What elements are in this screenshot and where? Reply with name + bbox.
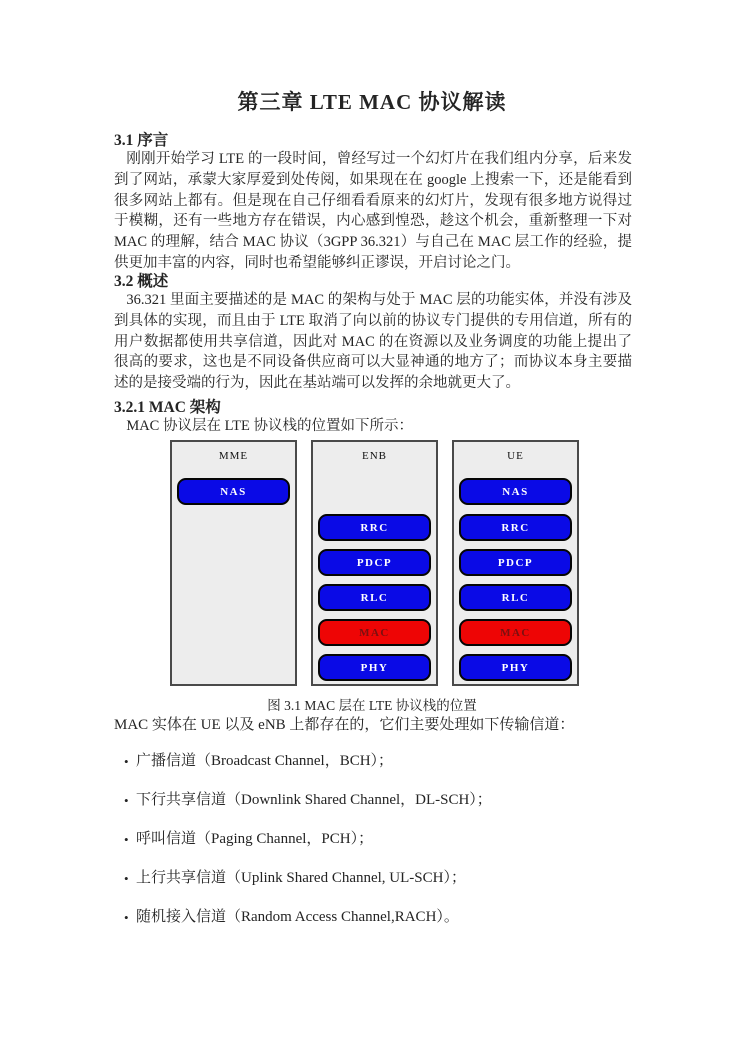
list-item (114, 868, 632, 889)
list-item-text: 随机接入信道（Random Access Channel,RACH）。 (136, 909, 459, 925)
ue-panel (452, 440, 579, 686)
mme-nas-box: NAS (177, 478, 290, 505)
section-heading-3-1: 3.1 序言 (114, 132, 169, 149)
ue-rrc-box: RRC (459, 514, 572, 541)
mme-panel (170, 440, 297, 686)
enb-mac-box: MAC (318, 619, 431, 646)
enb-panel (311, 440, 438, 686)
bullet-icon: • (124, 793, 129, 808)
ue-pdcp-box: PDCP (459, 549, 572, 576)
transport-channel-list (114, 751, 632, 946)
page-title: 第三章 LTE MAC 协议解读 (237, 90, 507, 114)
figure-lead-in-text: MAC 协议层在 LTE 协议栈的位置如下所示： (126, 418, 413, 434)
list-item (114, 790, 632, 811)
list-item (114, 829, 632, 850)
ue-rlc-box: RLC (459, 584, 572, 611)
ue-phy-box: PHY (459, 654, 572, 681)
ue-nas-box: NAS (459, 478, 572, 505)
enb-pdcp-box: PDCP (318, 549, 431, 576)
enb-rrc-box: RRC (318, 514, 431, 541)
enb-rlc-box: RLC (318, 584, 431, 611)
paragraph-3-2: 36.321 里面主要描述的是 MAC 的架构与处于 MAC 层的功能实体，并没有涉及到具体的实现，而且由于 LTE 取消了向以前的协议专门提供的专用信道，所有的用户数据都使用共享信道，因此对 MAC 的在资源以及业务调度的功能上提出了很高的要求，这也是不同设备供应商可以大显神通的地方了；而协议本身主要描述的是接受端的行为，因此在基站端可以发挥的余地就更大了。 (114, 292, 632, 392)
list-item (114, 751, 632, 772)
section-heading-3-2-1: 3.2.1 MAC 架构 (114, 399, 221, 416)
bullet-icon: • (124, 754, 129, 769)
bullet-icon: • (124, 910, 129, 925)
enb-panel-title: ENB (362, 450, 387, 462)
ue-mac-box: MAC (459, 619, 572, 646)
bullet-icon: • (124, 832, 129, 847)
mme-panel-title: MME (218, 450, 249, 462)
list-item (114, 907, 632, 928)
bullet-icon: • (124, 871, 129, 886)
section-heading-3-2: 3.2 概述 (114, 273, 169, 290)
enb-phy-box: PHY (318, 654, 431, 681)
figure-caption: 图 3.1 MAC 层在 LTE 协议栈的位置 (267, 698, 477, 713)
list-item-text: 广播信道（Broadcast Channel，BCH）； (136, 753, 394, 769)
list-item-text: 呼叫信道（Paging Channel，PCH）； (136, 831, 374, 847)
protocol-stack-diagram (170, 440, 579, 686)
ue-panel-title: UE (507, 450, 524, 462)
list-item-text: 下行共享信道（Downlink Shared Channel，DL-SCH）； (136, 792, 492, 808)
list-item-text: 上行共享信道（Uplink Shared Channel, UL-SCH）； (136, 870, 466, 886)
paragraph-3-1: 刚刚开始学习 LTE 的一段时间，曾经写过一个幻灯片在我们组内分享，后来发到了网站，承蒙大家厚爱到处传阅，如果现在在 google 上搜索一下，还是能看到很多网站上都有。但是现在自己仔细看看原来的幻灯片，发现有很多地方说得过于模糊，还有一些地方存在错误，内心感到惶恐，趁这个机会，重新整理一下对 MAC 的理解，结合 MAC 协议（3GPP 36.321）与自己在 MAC 层工作的经验，提供更加丰富的内容，同时也希望能够纠正谬误，开启讨论之门。 (114, 151, 632, 271)
transport-channels-intro: MAC 实体在 UE 以及 eNB 上都存在的，它们主要处理如下传输信道： (114, 717, 575, 733)
